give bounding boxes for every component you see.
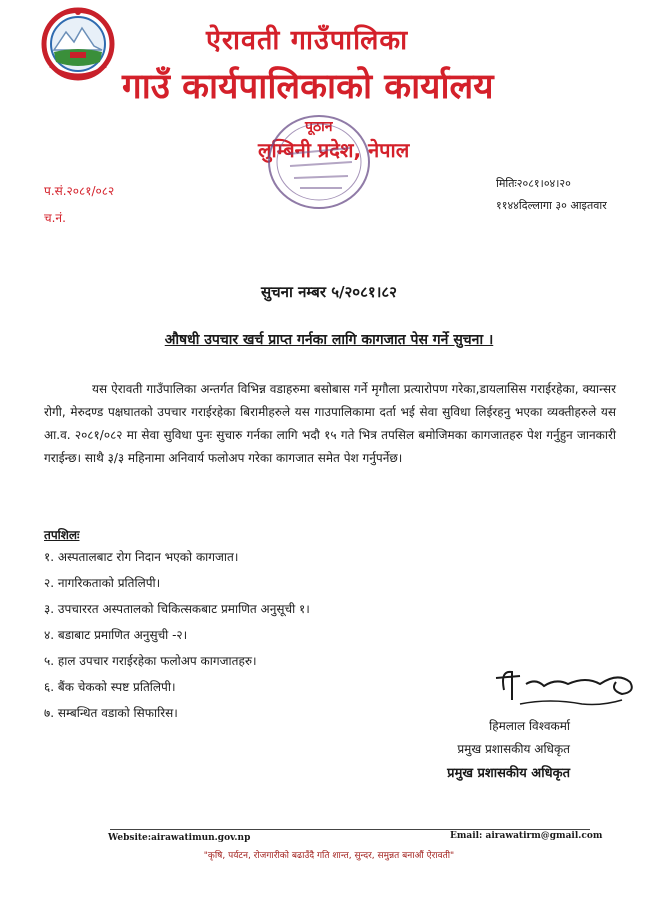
footer-divider [110, 829, 590, 830]
notice-number: सुचना नम्बर ५/२०८१।८२ [261, 283, 397, 301]
tapasil-list [44, 547, 310, 729]
nepal-emblem-icon [40, 6, 116, 82]
office-subtitle: गाउँ कार्यपालिकाको कार्यालय [122, 67, 494, 107]
footer-slogan: "कृषि, पर्यटन, रोजगारीको बढाउँदै गति शान्त, सुन्दर, समुन्नत बनाऔं ऐरावती" [203, 851, 455, 861]
reference-right [496, 176, 607, 220]
office-address-line1: पूठान [305, 119, 333, 135]
handwritten-signature-icon [490, 660, 650, 712]
letter-date-note: ११४४दिल्लागा ३० आइतवार [496, 199, 607, 212]
letter-date: मितिः२०८१।०४।२० [496, 177, 571, 190]
tapasil-title: तपशिलः [44, 528, 80, 542]
list-item: ६. बैंक चेकको स्पष्ट प्रतिलिपी। [44, 680, 176, 694]
list-item: ४. बडाबाट प्रमाणित अनुसुची -२। [44, 628, 188, 642]
notice-body: यस ऐरावती गाउँपालिका अन्तर्गत विभिन्न वडाहरुमा बसोबास गर्ने मृगौला प्रत्यारोपण गरेका,डायलासिस गराईरहेका, क्यान्सर रोगी, मेरुदण्ड पक्षघातको उपचार गराईरहेका बिरामीहरुले यस गाउपालिकामा दर्ता भई सेवा सुविधा लिईरहनु भएका व्यक्तीहरुले यस आ.व. २०८१/०८२ मा सेवा सुविधा पुनः सुचारु गर्नका लागि भदौ १५ गते भित्र तपसिल बमोजिमका कागजातहरु पेश गर्नुहुन जानकारी गराईन्छ। साथै ३/३ महिनामा अनिवार्य फलोअप गरेका कागजात समेत पेश गर्नुपर्नेछ। [44, 382, 616, 465]
office-address-line2: लुम्बिनी प्रदेश, नेपाल [258, 138, 410, 162]
signatory-block [0, 717, 570, 787]
signatory-name: हिमलाल विश्वकर्मा [489, 719, 570, 733]
signatory-designation: प्रमुख प्रशासकीय अधिकृत [457, 742, 570, 756]
notice-title: औषधी उपचार खर्च प्राप्त गर्नका लागि कागजात पेस गर्ने सुचना । [164, 332, 494, 348]
footer-website: Website:airawatimun.gov.np [108, 833, 251, 843]
dispatch-number: च.नं. [44, 211, 66, 225]
signatory-stamp: प्रमुख प्रशासकीय अधिकृत [447, 766, 570, 781]
list-item: १. अस्पतालबाट रोग निदान भएको कागजात। [44, 550, 239, 564]
office-name: ऐरावती गाउँपालिका [206, 25, 409, 56]
office-stamp-icon [260, 108, 378, 216]
reference-left [44, 182, 114, 236]
letter-number: प.सं.२०८१/०८२ [44, 184, 115, 198]
list-item: २. नागरिकताको प्रतिलिपी। [44, 576, 161, 590]
list-item: ७. सम्बन्धित वडाको सिफारिस। [44, 706, 178, 720]
list-item: ५. हाल उपचार गराईरहेका फलोअप कागजातहरु। [44, 654, 257, 668]
footer-email: Email: airawatirm@gmail.com [450, 831, 603, 841]
list-item: ३. उपचाररत अस्पतालको चिकित्सकबाट प्रमाणित अनुसूची १। [44, 602, 310, 616]
